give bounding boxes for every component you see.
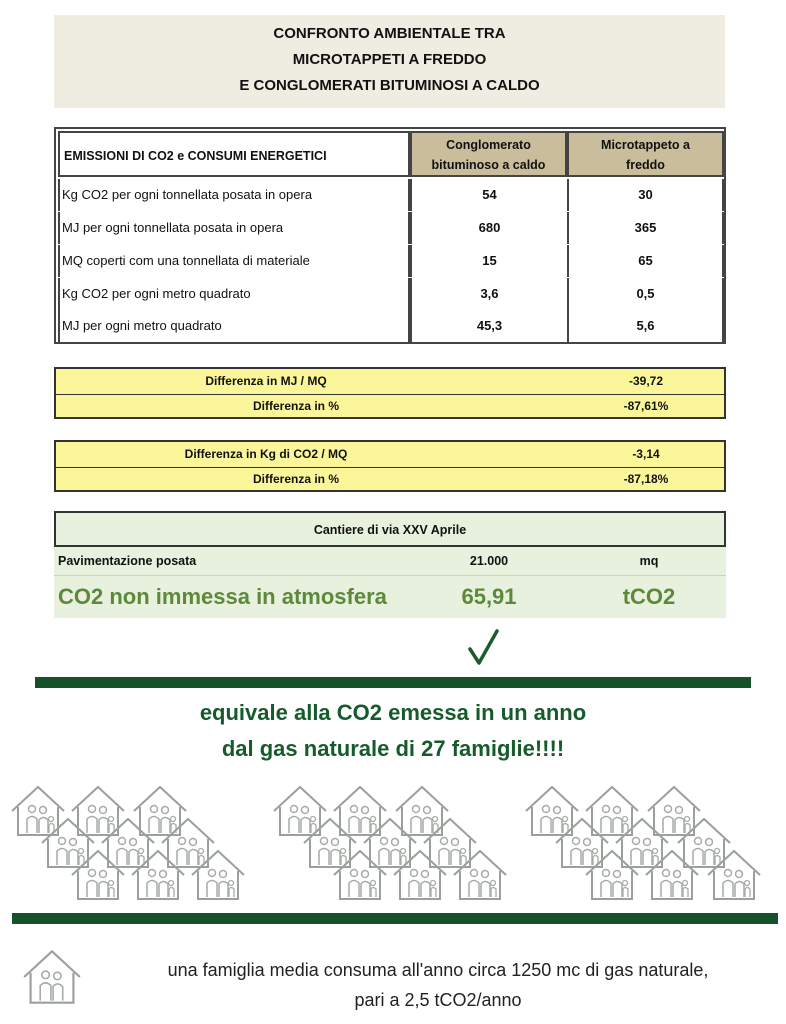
- cantiere-title: Cantiere di via XXV Aprile: [54, 511, 726, 547]
- difference-co2-label: Differenza in Kg di CO2 / MQ: [184, 447, 348, 461]
- divider-bar-bottom: [12, 913, 778, 924]
- difference-co2-value: -3,14: [632, 447, 660, 461]
- table-cell-hot: 45,3: [410, 310, 567, 342]
- equivalent-line-1: equivale alla CO2 emessa in un anno: [199, 700, 587, 725]
- table-header-hot-line1: Conglomerato: [446, 138, 531, 152]
- table-cell-hot: 3,6: [410, 278, 567, 310]
- difference-mj-percent-row: [56, 394, 724, 419]
- table-row-label: MJ per ogni metro quadrato: [58, 310, 410, 342]
- table-row-label: MQ coperti com una tonnellata di materiale: [58, 245, 410, 277]
- difference-co2-box: [54, 440, 726, 492]
- co2-saved-value: 65,91: [461, 584, 517, 609]
- table-row-label: Kg CO2 per ogni metro quadrato: [58, 278, 410, 310]
- pavimentazione-unit: mq: [639, 554, 659, 568]
- title-line-1: CONFRONTO AMBIENTALE TRA: [273, 25, 506, 42]
- footer-line-1: una famiglia media consuma all'anno circa 1250 mc di gas naturale,: [167, 960, 709, 980]
- difference-mj-percent-label: Differenza in %: [252, 399, 339, 413]
- equivalent-statement: [0, 700, 786, 780]
- table-cell-cold: 365: [567, 212, 724, 244]
- difference-co2-percent-value: -87,18%: [623, 472, 669, 486]
- table-row-label: MJ per ogni tonnellata posata in opera: [58, 212, 410, 244]
- table-header-cold-line2: freddo: [626, 158, 665, 172]
- footer-line-2: pari a 2,5 tCO2/anno: [354, 990, 522, 1010]
- cantiere-box: [54, 511, 726, 618]
- difference-mj-row: [56, 369, 724, 395]
- co2-saved-unit: tCO2: [622, 584, 676, 609]
- table-header-cold-line1: Microtappeto a: [601, 138, 690, 152]
- house-group-center: [274, 787, 506, 899]
- co2-saved-label: CO2 non immessa in atmosfera: [58, 584, 387, 609]
- equivalent-line-2: dal gas naturale di 27 famiglie!!!!: [221, 736, 565, 761]
- table-header-hot: [410, 131, 567, 177]
- title-banner: [54, 15, 725, 108]
- difference-mj-label: Differenza in MJ / MQ: [205, 374, 327, 388]
- pavimentazione-value: 21.000: [469, 554, 509, 568]
- house-group-left: [12, 787, 244, 899]
- table-header-label: EMISSIONI DI CO2 e CONSUMI ENERGETICI: [58, 131, 410, 177]
- table-cell-cold: 5,6: [567, 310, 724, 342]
- title-line-3: E CONGLOMERATI BITUMINOSI A CALDO: [239, 77, 540, 94]
- difference-mj-percent-value: -87,61%: [623, 399, 669, 413]
- title-line-2: MICROTAPPETI A FREDDO: [292, 51, 487, 68]
- table-cell-cold: 0,5: [567, 278, 724, 310]
- table-header-cold: [567, 131, 724, 177]
- houses-illustration: [0, 775, 786, 905]
- difference-mj-value: -39,72: [628, 374, 664, 388]
- difference-co2-percent-row: [56, 467, 724, 492]
- pavimentazione-label: Pavimentazione posata: [58, 554, 197, 568]
- table-cell-hot: 54: [410, 179, 567, 211]
- difference-co2-row: [56, 442, 724, 468]
- family-house-icon: [22, 947, 82, 1007]
- comparison-table: [54, 127, 726, 344]
- pavimentazione-row: [54, 547, 726, 576]
- table-cell-cold: 65: [567, 245, 724, 277]
- checkmark-arrow-icon: [465, 627, 501, 669]
- table-cell-cold: 30: [567, 179, 724, 211]
- house-group-right: [526, 787, 760, 899]
- difference-co2-percent-label: Differenza in %: [252, 472, 339, 486]
- table-header-hot-line2: bituminoso a caldo: [431, 158, 546, 172]
- divider-bar-top: [35, 677, 751, 688]
- table-cell-hot: 680: [410, 212, 567, 244]
- table-row-label: Kg CO2 per ogni tonnellata posata in opera: [58, 179, 410, 211]
- table-cell-hot: 15: [410, 245, 567, 277]
- co2-saved-row: [54, 575, 726, 618]
- difference-mj-box: [54, 367, 726, 419]
